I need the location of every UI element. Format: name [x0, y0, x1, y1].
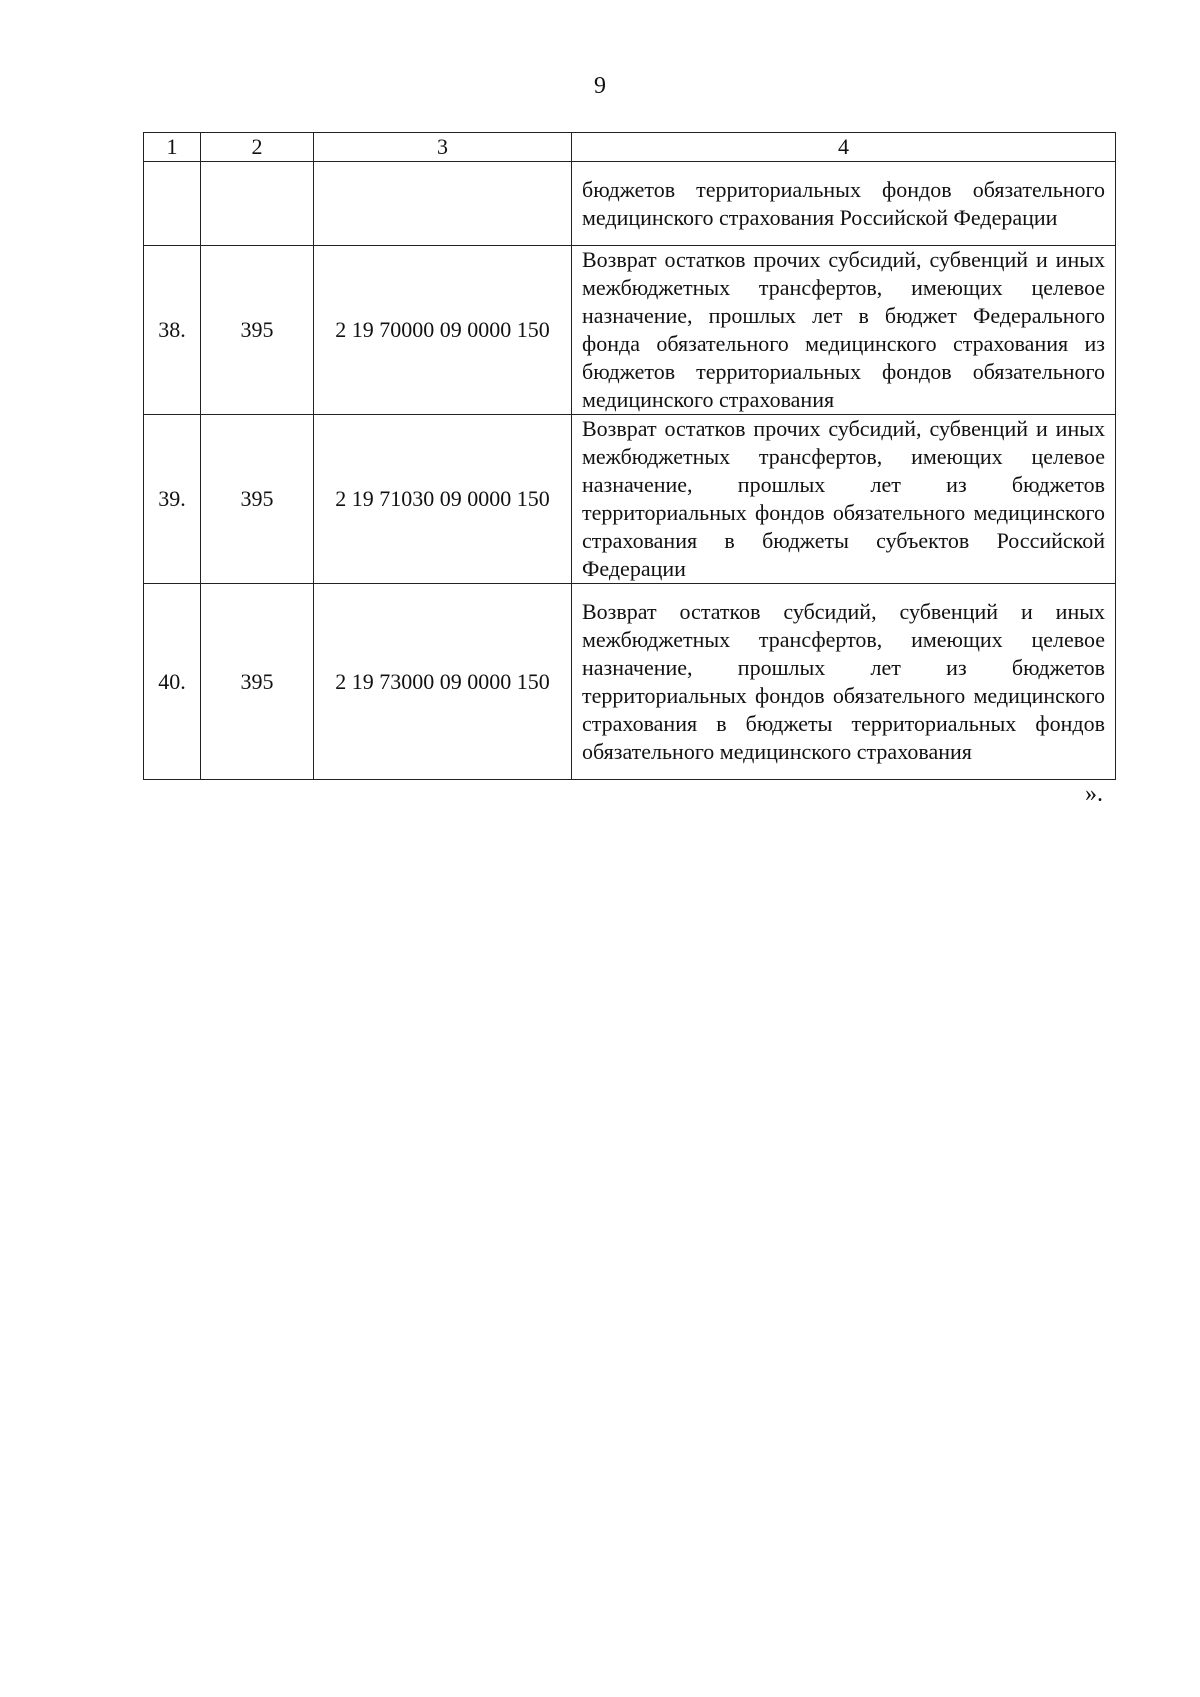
admin-code-cell: 395 — [201, 415, 314, 584]
budget-classification-table — [143, 132, 1116, 780]
column-header-3: 3 — [314, 133, 572, 162]
kbk-code-cell: 2 19 70000 09 0000 150 — [314, 246, 572, 415]
row-number-cell: 40. — [144, 584, 201, 780]
table-row — [144, 246, 1116, 415]
description-cell: бюджетов территориальных фондов обязательного медицинского страхования Российской Федерации — [572, 162, 1116, 246]
column-header-1: 1 — [144, 133, 201, 162]
table-row — [144, 584, 1116, 780]
table-row-continuation — [144, 162, 1116, 246]
description-cell: Возврат остатков субсидий, субвенций и иных межбюджетных трансфертов, имеющих целевое назначение, прошлых лет из бюджетов территориальных фондов обязательного медицинского страхования в бюджеты территориальных фондов обязательного медицинского страхования — [572, 584, 1116, 780]
closing-quote-mark: ». — [1085, 781, 1103, 807]
kbk-code-cell: 2 19 71030 09 0000 150 — [314, 415, 572, 584]
column-header-2: 2 — [201, 133, 314, 162]
table-header-row — [144, 133, 1116, 162]
description-cell: Возврат остатков прочих субсидий, субвенций и иных межбюджетных трансфертов, имеющих целевое назначение, прошлых лет в бюджет Федерального фонда обязательного медицинского страхования из бюджетов территориальных фондов обязательного медицинского страхования — [572, 246, 1116, 415]
column-header-4: 4 — [572, 133, 1116, 162]
admin-code-cell: 395 — [201, 584, 314, 780]
admin-code-cell — [201, 162, 314, 246]
admin-code-cell: 395 — [201, 246, 314, 415]
description-cell: Возврат остатков прочих субсидий, субвенций и иных межбюджетных трансфертов, имеющих целевое назначение, прошлых лет из бюджетов территориальных фондов обязательного медицинского страхования в бюджеты субъектов Российской Федерации — [572, 415, 1116, 584]
kbk-code-cell — [314, 162, 572, 246]
row-number-cell: 38. — [144, 246, 201, 415]
row-number-cell: 39. — [144, 415, 201, 584]
kbk-code-cell: 2 19 73000 09 0000 150 — [314, 584, 572, 780]
table-row — [144, 415, 1116, 584]
row-number-cell — [144, 162, 201, 246]
page-number: 9 — [594, 73, 606, 99]
